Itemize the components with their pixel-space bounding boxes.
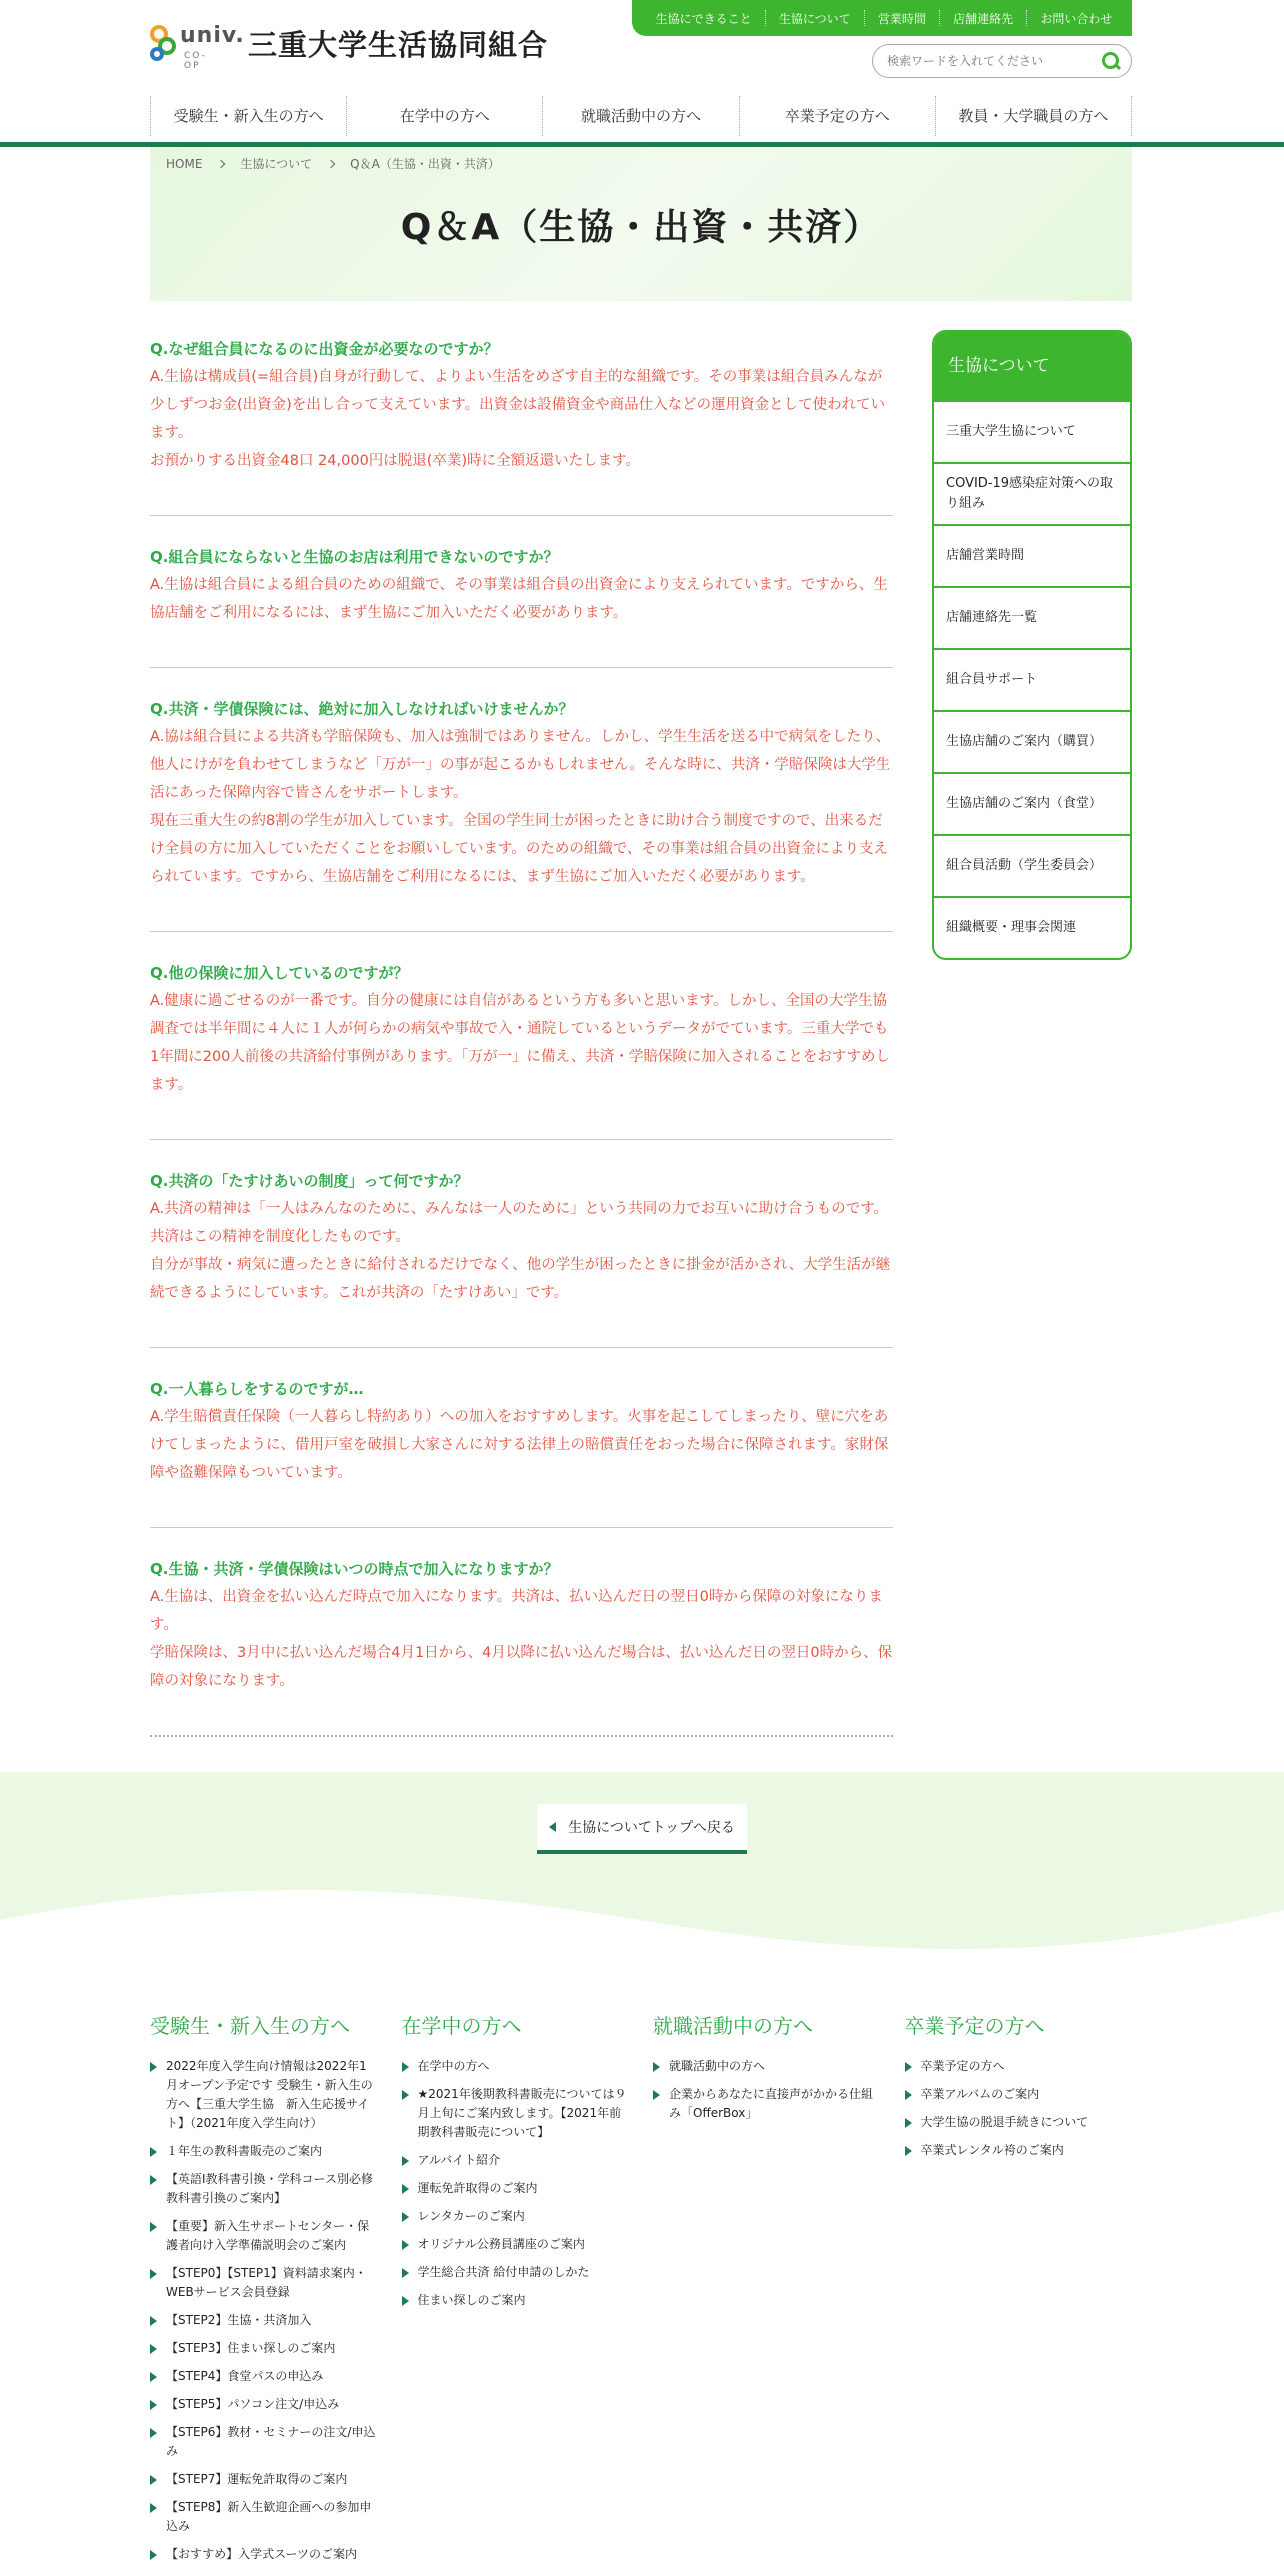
utility-nav	[632, 0, 1132, 36]
footer-link[interactable]: １年生の教科書販売のご案内	[150, 2142, 378, 2161]
breadcrumb-link[interactable]: HOME	[166, 156, 203, 171]
answer: 自分が事故・病気に遭ったときに給付されるだけでなく、他の学生が困ったときに掛金が活かされ、大学生活が継続できるようにしています。これが共済の「たすけあい」です。	[150, 1257, 891, 1301]
qa-item	[150, 1556, 893, 1737]
footer-link[interactable]: 住まい探しのご案内	[402, 2291, 630, 2310]
page-hero	[150, 147, 1132, 301]
sidebar-nav	[932, 330, 1132, 960]
answer: A.生協は組合員による組合員のための組織で、その事業は組合員の出資金により支えられています。ですから、生協店舗をご利用になるには、まず生協にご加入いただく必要があります。	[150, 577, 888, 621]
question: Q.生協・共済・学債保険はいつの時点で加入になりますか？	[150, 1560, 559, 1578]
topnav-link[interactable]: 営業時間	[877, 11, 926, 26]
triangle-left-icon	[549, 1822, 556, 1832]
footer-heading: 受験生・新入生の方へ	[150, 2014, 350, 2038]
logo-coop-text: CO-OP	[184, 51, 207, 71]
footer-link[interactable]: 【おすすめ】入学式スーツのご案内	[150, 2545, 378, 2564]
footer-link[interactable]: 就職活動中の方へ	[653, 2057, 881, 2076]
qa-item	[150, 336, 893, 516]
footer-link[interactable]: 学生総合共済 給付申請のしかた	[402, 2263, 630, 2282]
sidebar-item[interactable]: 組織概要・理事会関連	[934, 896, 1130, 958]
search-input[interactable]	[887, 54, 1101, 68]
footer-nav	[150, 2010, 1132, 2568]
footer-heading: 就職活動中の方へ	[653, 2014, 813, 2038]
footer-link[interactable]: 運転免許取得のご案内	[402, 2179, 630, 2198]
answer: A.学生賠償責任保険（一人暮らし特約あり）への加入をおすすめします。火事を起こしてしまったり、壁に穴をあけてしまったように、借用戸室を破損し大家さんに対する法律上の賠償責任をおった場合に保障されます。家財保障や盗難保障もついています。	[150, 1409, 889, 1481]
question: Q.なぜ組合員になるのに出資金が必要なのですか？	[150, 340, 499, 358]
footer-heading: 卒業予定の方へ	[904, 2014, 1045, 2038]
sidebar-item[interactable]: 生協店舗のご案内（食堂）	[934, 772, 1130, 834]
topnav-link[interactable]: 店舗連絡先	[953, 11, 1014, 26]
footer-link[interactable]: 【STEP0】【STEP1】資料請求案内・WEBサービス会員登録	[150, 2264, 378, 2302]
qa-list	[150, 330, 893, 1737]
sidebar-item[interactable]: 店舗連絡先一覧	[934, 586, 1130, 648]
answer: A.生協は構成員(=組合員)自身が行動して、よりよい生活をめざす自主的な組織です。その事業は組合員みんなが少しずつお金(出資金)を出し合って支えています。出資金は設備資金や商品仕入などの運用資金として使われています。	[150, 369, 886, 441]
footer-link[interactable]: 2022年度入学生向け情報は2022年1月オープン予定です 受験生・新入生の方へ【三重大学生協 新入生応援サイト】（2021年度入学生向け）	[150, 2057, 378, 2133]
breadcrumb-current: Q＆A（生協・出資・共済）	[350, 157, 500, 171]
topnav-link[interactable]: 生協について	[778, 11, 851, 26]
qa-item	[150, 1168, 893, 1348]
answer: A.生協は、出資金を払い込んだ時点で加入になります。共済は、払い込んだ日の翌日0時から保障の対象になります。	[150, 1589, 883, 1633]
answer: お預かりする出資金48口 24,000円は脱退(卒業)時に全額返還いたします。	[150, 453, 640, 469]
footer-column	[150, 2010, 378, 2568]
sidebar-item[interactable]: 三重大学生協について	[934, 400, 1130, 462]
footer-heading: 在学中の方へ	[401, 2014, 522, 2038]
gnav-item[interactable]: 卒業予定の方へ	[740, 96, 936, 136]
coop-logo-icon	[150, 23, 245, 71]
footer-link[interactable]: 卒業予定の方へ	[905, 2057, 1133, 2076]
divider	[1026, 10, 1027, 26]
question: Q.共済・学債保険には、絶対に加入しなければいけませんか？	[150, 700, 574, 718]
footer-link[interactable]: 【重要】新入生サポートセンター・保護者向け入学準備説明会のご案内	[150, 2217, 378, 2255]
topnav-link[interactable]: 生協にできること	[655, 11, 752, 26]
question: Q.他の保険に加入しているのですが？	[150, 964, 409, 982]
wave-decoration	[0, 1880, 1284, 1980]
footer-link[interactable]: 【STEP2】生協・共済加入	[150, 2311, 378, 2330]
footer-column	[653, 2010, 881, 2568]
footer-link[interactable]: 大学生協の脱退手続きについて	[905, 2113, 1133, 2132]
footer-link[interactable]: 在学中の方へ	[402, 2057, 630, 2076]
answer: A.協は組合員による共済も学賠保険も、加入は強制ではありません。しかし、学生生活を送る中で病気をしたり、他人にけがを負わせてしまうなど「万が一」の事が起こるかもしれません。そんな時に、共済・学賠保険は大学生活にあった保障内容で皆さんをサポートします。	[150, 729, 891, 801]
question: Q.共済の「たすけあいの制度」って何ですか？	[150, 1172, 469, 1190]
sidebar-item[interactable]: 組合員活動（学生委員会）	[934, 834, 1130, 896]
topnav-link[interactable]: お問い合わせ	[1040, 11, 1113, 26]
footer-link[interactable]: 【STEP6】教材・セミナーの注文/申込み	[150, 2423, 378, 2461]
sidebar-item[interactable]: 店舗営業時間	[934, 524, 1130, 586]
gnav-item[interactable]: 就職活動中の方へ	[543, 96, 739, 136]
footer-link[interactable]: 【STEP4】食堂パスの申込み	[150, 2367, 378, 2386]
divider	[864, 10, 865, 26]
answer: 学賠保険は、3月中に払い込んだ場合4月1日から、4月以降に払い込んだ場合は、払い込んだ日の翌日0時から、保障の対象になります。	[150, 1645, 893, 1689]
back-to-top-button[interactable]	[537, 1804, 747, 1854]
sidebar-item[interactable]: 組合員サポート	[934, 648, 1130, 710]
footer-link[interactable]: レンタカーのご案内	[402, 2207, 630, 2226]
answer: A.共済の精神は「一人はみんなのために、みんなは一人のために」という共同の力でお互いに助け合うものです。共済はこの精神を制度化したものです。	[150, 1201, 889, 1245]
qa-item	[150, 696, 893, 932]
search-box	[872, 44, 1132, 78]
footer-link[interactable]: 【STEP3】住まい探しのご案内	[150, 2339, 378, 2358]
footer-link[interactable]: 【STEP8】新入生歓迎企画への参加申込み	[150, 2498, 378, 2536]
question: Q.組合員にならないと生協のお店は利用できないのですか？	[150, 548, 559, 566]
qa-item	[150, 544, 893, 668]
chevron-right-icon	[327, 159, 335, 167]
gnav-item[interactable]: 受験生・新入生の方へ	[150, 96, 347, 136]
sidebar-title: 生協について	[934, 332, 1130, 400]
site-logo[interactable]	[150, 20, 549, 71]
gnav-item[interactable]: 在学中の方へ	[347, 96, 543, 136]
answer: A.健康に過ごせるのが一番です。自分の健康には自信があるという方も多いと思います。しかし、全国の大学生協調査では半年間に４人に１人が何らかの病気や事故で入・通院しているというデータがでています。三重大学でも1年間に200人前後の共済給付事例があります。「万が一」に備え、共済・学賠保険に加入されることをおすすめします。	[150, 993, 891, 1093]
breadcrumb-link[interactable]: 生協について	[240, 157, 313, 171]
footer-link[interactable]: 卒業式レンタル袴のご案内	[905, 2141, 1133, 2160]
answer: 現在三重大生の約8割の学生が加入しています。全国の学生同士が困ったときに助け合う制度ですので、出来るだけ全員の方に加入していただくことをお願いしています。のための組織で、その事業は組合員の出資金により支えられています。ですから、生協店舗をご利用になるには、まず生協にご加入いただく必要があります。	[150, 813, 889, 885]
global-nav	[150, 96, 1132, 136]
logo-univ-text: univ.	[180, 23, 245, 48]
footer-link[interactable]: 【STEP7】運転免許取得のご案内	[150, 2470, 378, 2489]
breadcrumb	[166, 155, 500, 172]
site-name: 三重大学生活協同組合	[248, 27, 549, 62]
footer-link[interactable]: アルバイト紹介	[402, 2151, 630, 2170]
search-icon[interactable]	[1101, 51, 1121, 71]
footer-link[interactable]: 【英語Ⅰ教科書引換・学科コース別必修教科書引換のご案内】	[150, 2170, 378, 2208]
chevron-right-icon	[217, 159, 225, 167]
footer-column	[905, 2010, 1133, 2568]
back-button-label: 生協についてトップへ戻る	[568, 1820, 735, 1836]
sidebar-item[interactable]: 生協店舗のご案内（購買）	[934, 710, 1130, 772]
qa-item	[150, 1376, 893, 1528]
footer-link[interactable]: 【STEP5】パソコン注文/申込み	[150, 2395, 378, 2414]
footer-link[interactable]: 卒業アルバムのご案内	[905, 2085, 1133, 2104]
footer-link[interactable]: 企業からあなたに直接声がかかる仕組み「OfferBox」	[653, 2085, 881, 2123]
divider	[939, 10, 940, 26]
footer-link[interactable]: ★2021年後期教科書販売については９月上旬にご案内致します。【2021年前期教科書販売について】	[402, 2085, 630, 2142]
gnav-item[interactable]: 教員・大学職員の方へ	[936, 96, 1132, 136]
sidebar-item[interactable]: COVID-19感染症対策への取り組み	[934, 462, 1130, 524]
site-header	[0, 0, 1284, 144]
qa-item	[150, 960, 893, 1140]
page-title: Q＆A（生協・出資・共済）	[400, 207, 882, 248]
divider	[765, 10, 766, 26]
footer-link[interactable]: オリジナル公務員講座のご案内	[402, 2235, 630, 2254]
question: Q.一人暮らしをするのですが…	[150, 1380, 364, 1398]
footer-column	[402, 2010, 630, 2568]
